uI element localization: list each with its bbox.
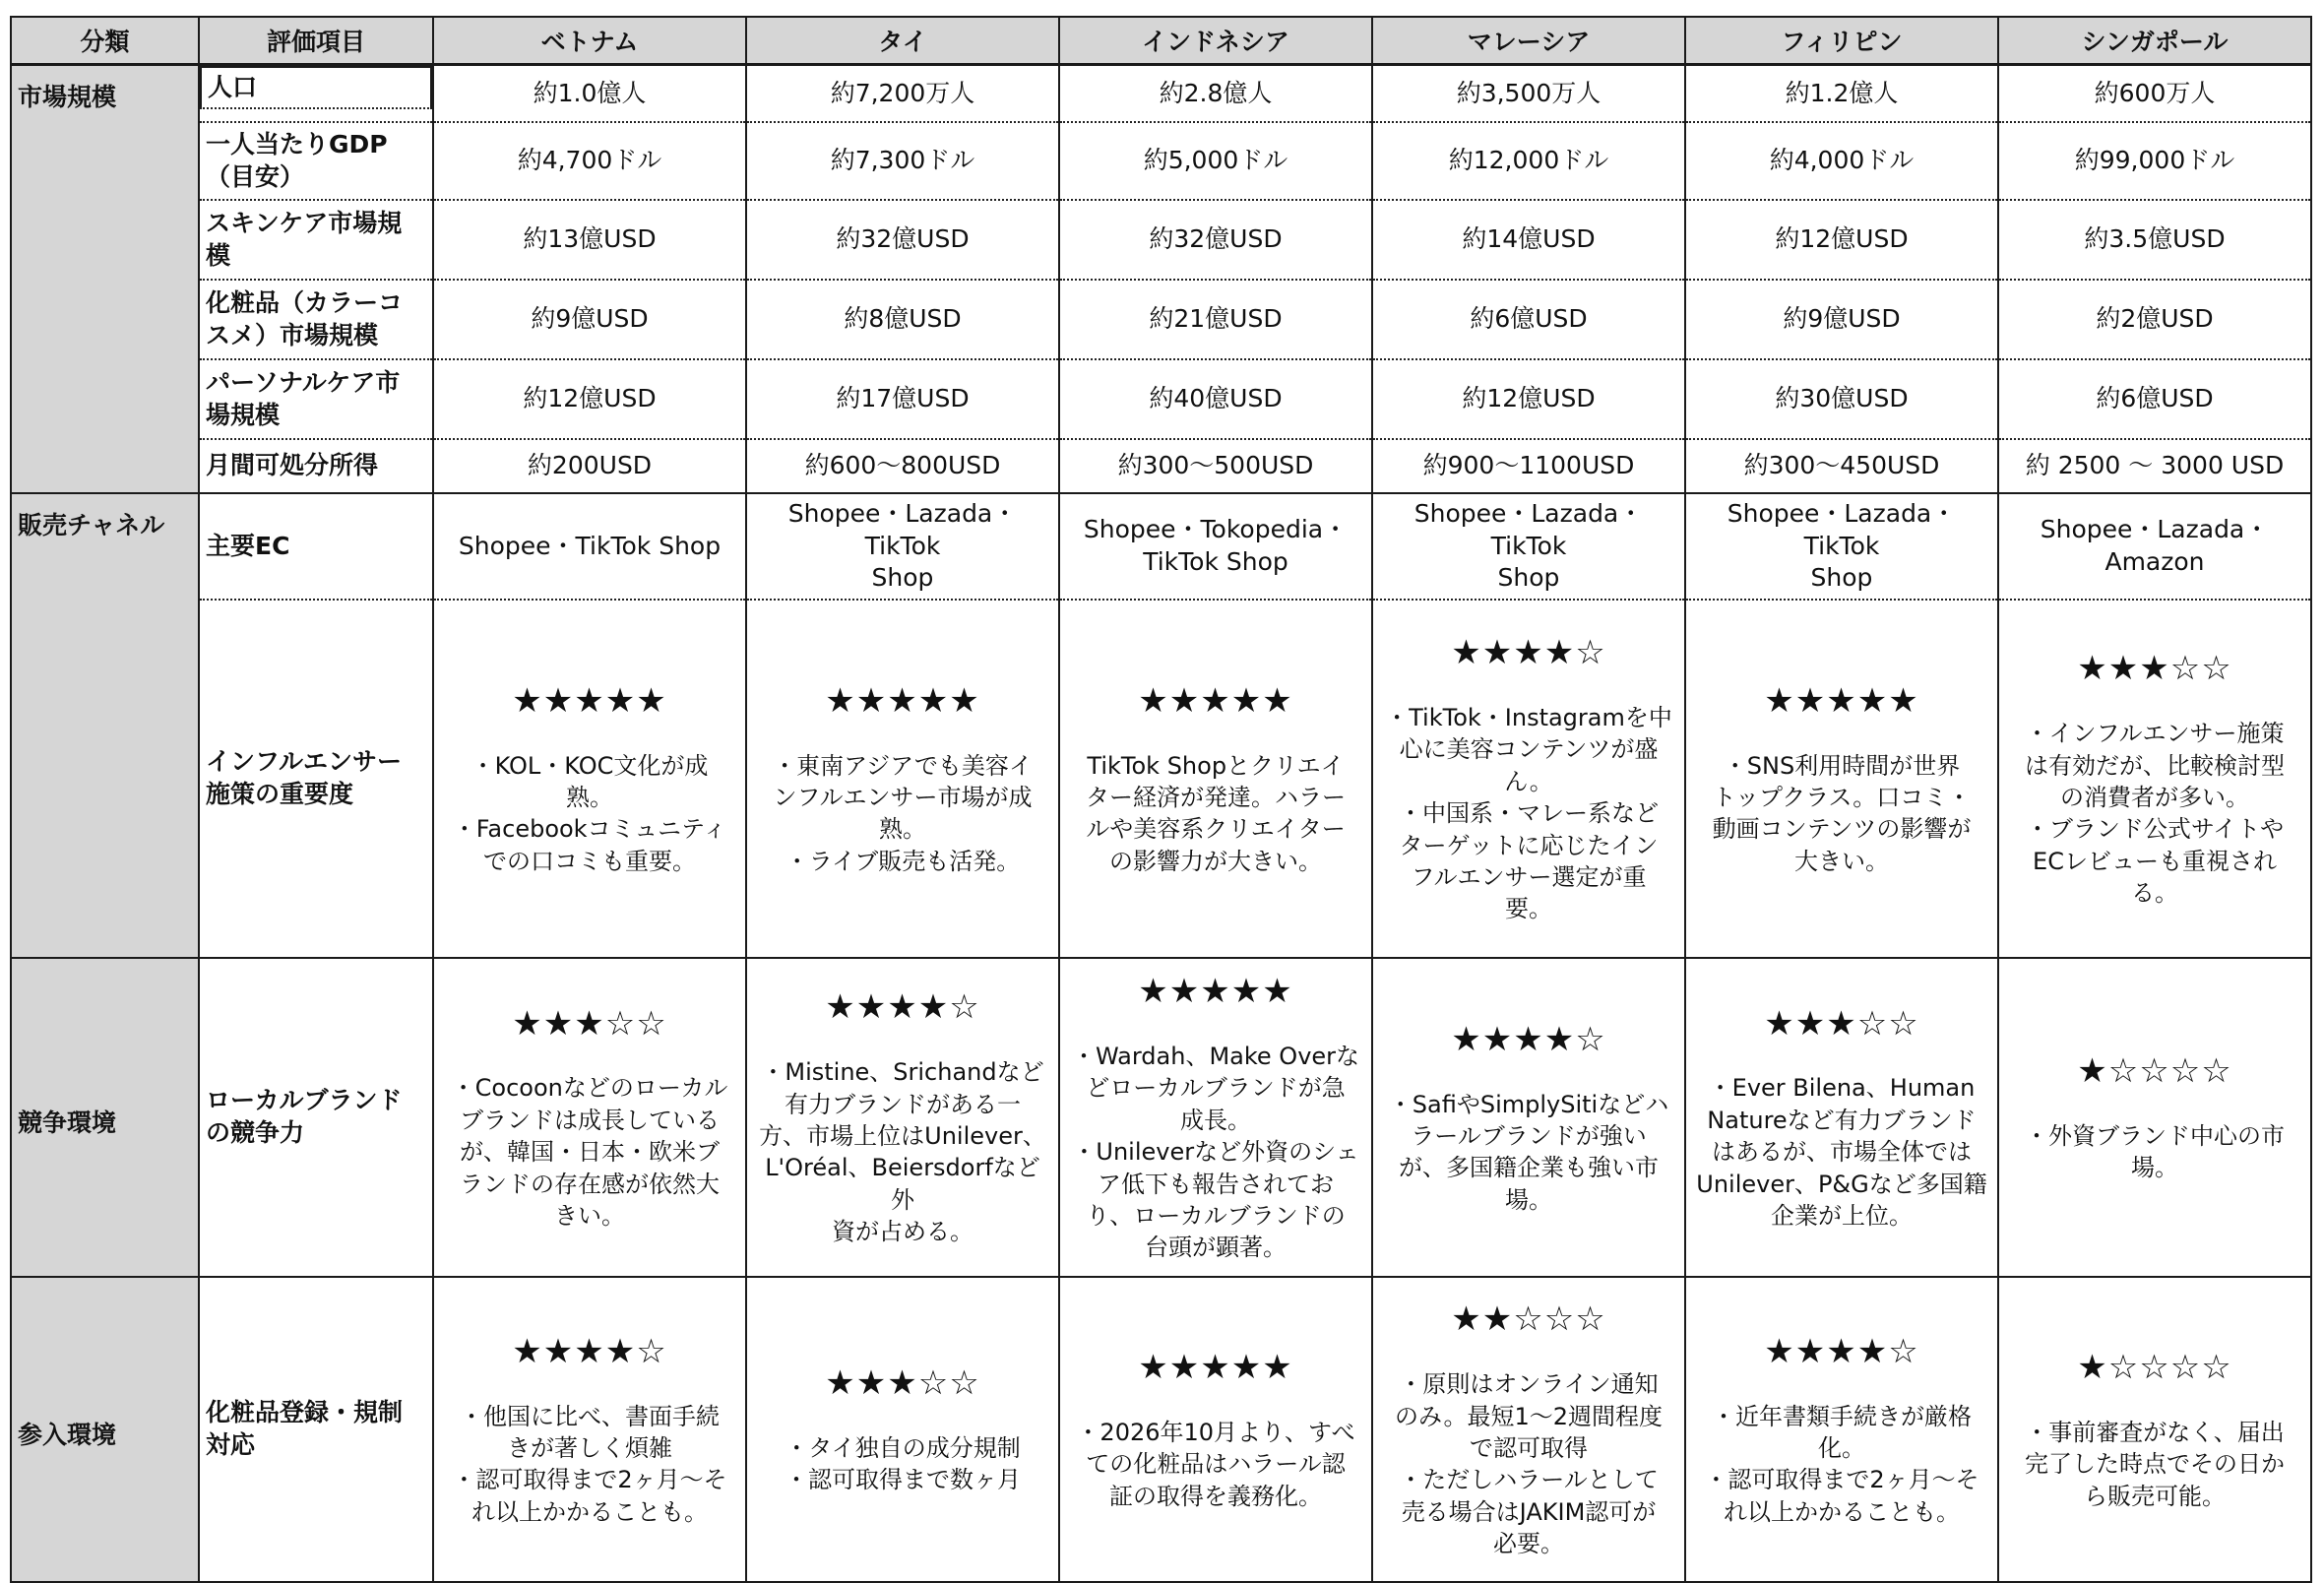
cell-skincare-malaysia: 約14億USD [1372, 200, 1685, 280]
rating-stars: ★★★☆☆ [512, 1003, 667, 1044]
cell-text: ・2026年10月より、すべ ての化粧品はハラール認 証の取得を義務化。 [1076, 1418, 1355, 1510]
category-channel: 販売チャネル [11, 493, 199, 958]
cell-ec-singapore: Shopee・Lazada・ Amazon [2040, 515, 2270, 576]
header-vietnam: ベトナム [433, 17, 746, 64]
cell-ec-philippines: Shopee・Lazada・TikTok Shop [1727, 499, 1957, 592]
header-singapore: シンガポール [1998, 17, 2311, 64]
header-thailand: タイ [746, 17, 1059, 64]
cell-influencer-philippines [1685, 600, 1998, 958]
rating-stars: ★★★★☆ [1451, 1019, 1606, 1059]
cell-income-vietnam: 約200USD [433, 439, 746, 493]
cell-population-thailand: 約7,200万人 [746, 64, 1059, 122]
cell-income-indonesia: 約300〜500USD [1059, 439, 1372, 493]
cell-text: ・Ever Bilena、Human Natureなど有力ブランド はあるが、市場全体では Unilever、P&Gなど多国籍 企業が上位。 [1696, 1074, 1987, 1231]
cell-local-thailand [746, 958, 1059, 1277]
cell-skincare-indonesia: 約32億USD [1059, 200, 1372, 280]
cell-influencer-malaysia [1372, 600, 1685, 958]
rating-stars: ★★★★★ [1138, 680, 1293, 721]
cell-local-philippines [1685, 958, 1998, 1277]
cell-gdp-philippines: 約4,000ドル [1685, 122, 1998, 200]
row-gdp [11, 122, 2311, 200]
cell-skincare-vietnam: 約13億USD [433, 200, 746, 280]
header-malaysia: マレーシア [1372, 17, 1685, 64]
item-population: 人口 [200, 66, 432, 110]
item-influencer: インフルエンサー 施策の重要度 [206, 747, 403, 808]
category-market: 市場規模 [11, 64, 199, 493]
item-cosmetics: 化粧品（カラーコ スメ）市場規模 [206, 288, 404, 349]
cell-regulation-vietnam [433, 1277, 746, 1582]
cell-regulation-singapore [1998, 1277, 2311, 1582]
cell-text: ・Cocoonなどのローカル ブランドは成長している が、韓国・日本・欧米ブ ランドの存在感が依然大 きい。 [451, 1074, 728, 1231]
cell-gdp-indonesia: 約5,000ドル [1059, 122, 1372, 200]
cell-population-indonesia: 約2.8億人 [1059, 64, 1372, 122]
category-competition: 競争環境 [11, 958, 199, 1277]
cell-regulation-malaysia [1372, 1277, 1685, 1582]
cell-regulation-indonesia [1059, 1277, 1372, 1582]
cell-personalcare-malaysia: 約12億USD [1372, 359, 1685, 439]
cell-text: TikTok Shopとクリエイ ター経済が発達。ハラー ルや美容系クリエイター の影響力が大きい。 [1086, 751, 1346, 875]
item-income: 月間可処分所得 [199, 439, 433, 493]
cell-text: ・SNS利用時間が世界 トップクラス。口コミ・ 動画コンテンツの影響が 大きい。 [1712, 751, 1972, 875]
category-entry: 参入環境 [11, 1277, 199, 1582]
cell-local-malaysia [1372, 958, 1685, 1277]
rating-stars: ★★★★☆ [825, 987, 980, 1028]
cell-skincare-singapore: 約3.5億USD [1998, 200, 2311, 280]
cell-personalcare-indonesia: 約40億USD [1059, 359, 1372, 439]
cell-text: ・近年書類手続きが厳格 化。 ・認可取得まで2ヶ月〜そ れ以上かかることも。 [1704, 1402, 1979, 1526]
cell-regulation-philippines [1685, 1277, 1998, 1582]
cell-cosmetics-thailand: 約8億USD [746, 280, 1059, 359]
cell-gdp-singapore: 約99,000ドル [1998, 122, 2311, 200]
row-local [11, 958, 2311, 1277]
cell-population-singapore: 約600万人 [1998, 64, 2311, 122]
rating-stars: ★★★★★ [1138, 972, 1293, 1012]
cell-population-vietnam: 約1.0億人 [433, 64, 746, 122]
cell-text: ・他国に比べ、書面手続 きが著しく煩雑 ・認可取得まで2ヶ月〜そ れ以上かかることも。 [452, 1402, 727, 1526]
row-personalcare [11, 359, 2311, 439]
rating-stars: ★★★☆☆ [825, 1363, 980, 1404]
rating-stars: ★★☆☆☆ [1451, 1299, 1606, 1340]
cell-gdp-vietnam: 約4,700ドル [433, 122, 746, 200]
header-philippines: フィリピン [1685, 17, 1998, 64]
item-regulation: 化粧品登録・規制 対応 [206, 1398, 404, 1459]
cell-text: ・外資ブランド中心の市 場。 [2025, 1122, 2285, 1182]
cell-ec-thailand: Shopee・Lazada・TikTok Shop [787, 499, 1018, 592]
item-ec: 主要EC [199, 493, 433, 600]
cell-gdp-malaysia: 約12,000ドル [1372, 122, 1685, 200]
cell-text: ・事前審査がなく、届出 完了した時点でその日か ら販売可能。 [2025, 1418, 2285, 1510]
header-item: 評価項目 [199, 17, 433, 64]
cell-cosmetics-malaysia: 約6億USD [1372, 280, 1685, 359]
header-indonesia: インドネシア [1059, 17, 1372, 64]
item-personalcare: パーソナルケア市 場規模 [206, 368, 401, 429]
cell-influencer-vietnam [433, 600, 746, 958]
row-skincare [11, 200, 2311, 280]
row-cosmetics [11, 280, 2311, 359]
cell-personalcare-philippines: 約30億USD [1685, 359, 1998, 439]
cell-text: ・タイ独自の成分規制 ・認可取得まで数ヶ月 [785, 1434, 1021, 1494]
cell-income-singapore: 約 2500 〜 3000 USD [1998, 439, 2311, 493]
cell-text: ・KOL・KOC文化が成 熟。 ・Facebookコミュニティ での口コミも重要。 [452, 751, 727, 875]
rating-stars: ★★★☆☆ [1764, 1003, 1919, 1044]
row-income [11, 439, 2311, 493]
cell-local-indonesia [1059, 958, 1372, 1277]
rating-stars: ★☆☆☆☆ [2077, 1051, 2232, 1092]
cell-local-singapore [1998, 958, 2311, 1277]
cell-text: ・SafiやSimplySitiなどハ ラールブランドが強い が、多国籍企業も強い市 場。 [1388, 1090, 1669, 1214]
cell-skincare-philippines: 約12億USD [1685, 200, 1998, 280]
country-comparison-table [10, 16, 2312, 1583]
item-gdp: 一人当たりGDP （目安） [206, 130, 388, 191]
cell-local-vietnam [433, 958, 746, 1277]
cell-personalcare-thailand: 約17億USD [746, 359, 1059, 439]
header-category: 分類 [11, 17, 199, 64]
rating-stars: ★★★★☆ [512, 1331, 667, 1371]
cell-personalcare-singapore: 約6億USD [1998, 359, 2311, 439]
cell-influencer-indonesia [1059, 600, 1372, 958]
comparison-table-wrapper [10, 16, 2312, 1583]
cell-population-malaysia: 約3,500万人 [1372, 64, 1685, 122]
rating-stars: ★☆☆☆☆ [2077, 1347, 2232, 1387]
cell-cosmetics-vietnam: 約9億USD [433, 280, 746, 359]
cell-influencer-singapore [1998, 600, 2311, 958]
header-row [11, 17, 2311, 64]
row-population [11, 64, 2311, 122]
rating-stars: ★★★★★ [825, 680, 980, 721]
rating-stars: ★★★★★ [1138, 1347, 1293, 1387]
cell-income-thailand: 約600〜800USD [746, 439, 1059, 493]
cell-ec-malaysia: Shopee・Lazada・TikTok Shop [1413, 499, 1644, 592]
cell-personalcare-vietnam: 約12億USD [433, 359, 746, 439]
cell-cosmetics-singapore: 約2億USD [1998, 280, 2311, 359]
item-skincare: スキンケア市場規 模 [206, 209, 403, 270]
cell-cosmetics-philippines: 約9億USD [1685, 280, 1998, 359]
cell-income-malaysia: 約900〜1100USD [1372, 439, 1685, 493]
cell-regulation-thailand [746, 1277, 1059, 1582]
row-ec [11, 493, 2311, 600]
item-local: ローカルブランド の競争力 [206, 1086, 403, 1147]
cell-influencer-thailand [746, 600, 1059, 958]
rating-stars: ★★★★★ [1764, 680, 1919, 721]
cell-skincare-thailand: 約32億USD [746, 200, 1059, 280]
cell-population-philippines: 約1.2億人 [1685, 64, 1998, 122]
cell-ec-indonesia: Shopee・Tokopedia・ TikTok Shop [1083, 515, 1349, 576]
cell-gdp-thailand: 約7,300ドル [746, 122, 1059, 200]
cell-text: ・Mistine、Srichandなど 有力ブランドがある一 方、市場上位はUnilever、 L'Oréal、Beiersdorfなど外 資が占める。 [759, 1058, 1046, 1246]
cell-ec-vietnam: Shopee・TikTok Shop [458, 531, 722, 560]
row-regulation [11, 1277, 2311, 1582]
cell-income-philippines: 約300〜450USD [1685, 439, 1998, 493]
cell-cosmetics-indonesia: 約21億USD [1059, 280, 1372, 359]
rating-stars: ★★★★☆ [1764, 1331, 1919, 1371]
cell-text: ・インフルエンサー施策 は有効だが、比較検討型 の消費者が多い。 ・ブランド公式サイトや ECレビューも重視され る。 [2025, 720, 2285, 908]
cell-text: ・TikTok・Instagramを中 心に美容コンテンツが盛 ん。 ・中国系・マレー系など ターゲットに応じたイン フルエンサー選定が重 要。 [1385, 704, 1672, 923]
cell-text: ・Wardah、Make Overな どローカルブランドが急 成長。 ・Unileverなど外資のシェ ア低下も報告されてお り、ローカルブランドの 台頭が顕著。 [1071, 1043, 1360, 1262]
rating-stars: ★★★★★ [512, 680, 667, 721]
rating-stars: ★★★★☆ [1451, 633, 1606, 673]
row-influencer [11, 600, 2311, 958]
cell-text: ・東南アジアでも美容イ ンフルエンサー市場が成 熟。 ・ライブ販売も活発。 [773, 751, 1033, 875]
cell-text: ・原則はオンライン通知 のみ。最短1〜2週間程度 で認可取得 ・ただしハラールとして 売る場合はJAKIM認可が 必要。 [1395, 1370, 1663, 1558]
rating-stars: ★★★☆☆ [2077, 649, 2232, 689]
